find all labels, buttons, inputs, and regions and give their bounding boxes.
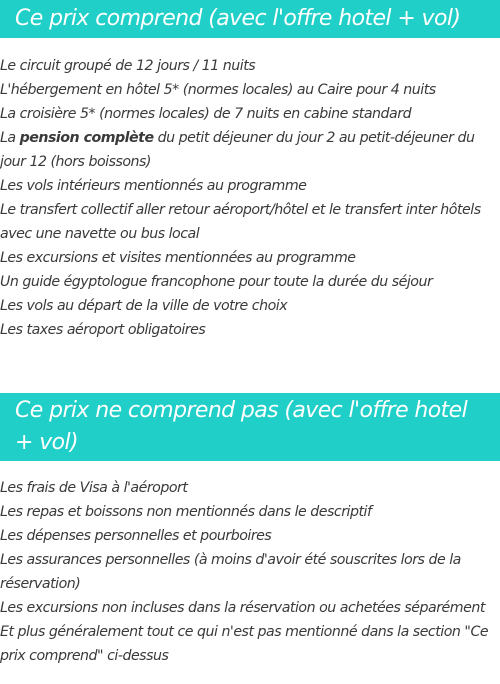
includes-item: L'hébergement en hôtel 5* (normes locales) au Caire pour 4 nuits (0, 82, 436, 98)
includes-item: Un guide égyptologue francophone pour toute la durée du séjour (0, 274, 433, 290)
excludes-item: Les excursions non incluses dans la réservation ou achetées séparément (0, 600, 485, 616)
excludes-item: Les repas et boissons non mentionnés dans le descriptif (0, 504, 372, 520)
includes-section-title: Ce prix comprend (avec l'offre hotel + vol) (0, 0, 500, 38)
excludes-item: Les assurances personnelles (à moins d'avoir été souscrites lors de la réservation) (0, 552, 461, 592)
excludes-item: Et plus généralement tout ce qui n'est pas mentionné dans la section "Ce prix comprend" ci-dessus (0, 624, 489, 664)
excludes-item: Les frais de Visa à l'aéroport (0, 480, 188, 496)
includes-item-pension (0, 126, 500, 174)
includes-item: Les taxes aéroport obligatoires (0, 322, 206, 338)
includes-item: Le circuit groupé de 12 jours / 11 nuits (0, 58, 256, 74)
includes-item: Le transfert collectif aller retour aéroport/hôtel et le transfert inter hôtels avec une navette ou bus local (0, 202, 481, 242)
includes-item: Les vols intérieurs mentionnés au programme (0, 178, 307, 194)
excludes-list (0, 476, 500, 668)
includes-item: Les excursions et visites mentionnées au programme (0, 250, 356, 266)
pension-bold-text: pension complète (19, 130, 154, 146)
pension-suffix: du petit déjeuner du jour 2 au petit-déjeuner du jour 12 (hors boissons) (0, 130, 475, 170)
includes-list (0, 54, 500, 342)
includes-item: Les vols au départ de la ville de votre choix (0, 298, 288, 314)
excludes-item: Les dépenses personnelles et pourboires (0, 528, 272, 544)
excludes-section-title: Ce prix ne comprend pas (avec l'offre hotel + vol) (0, 393, 500, 461)
pension-prefix: La (0, 130, 20, 146)
includes-item: La croisière 5* (normes locales) de 7 nuits en cabine standard (0, 106, 412, 122)
